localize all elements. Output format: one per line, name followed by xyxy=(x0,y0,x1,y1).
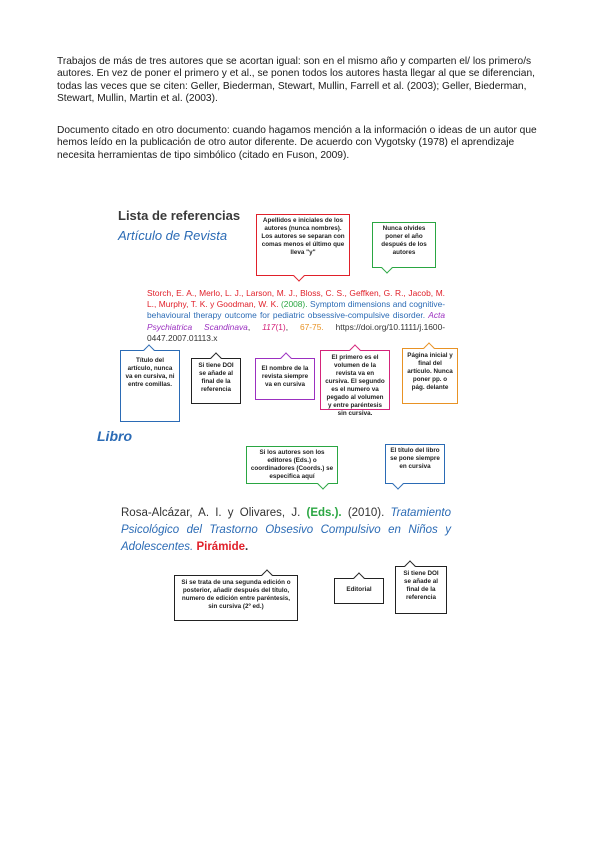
reference-list-title: Lista de referencias xyxy=(118,208,241,223)
book-subtitle: Libro xyxy=(97,428,132,444)
callout-book-doi-text: Si tiene DOI se añade al final de la referencia xyxy=(403,570,439,601)
callout-year-text: Nunca olvides poner el año después de los autores xyxy=(381,225,427,256)
callout-volume xyxy=(320,350,390,417)
callout-eds xyxy=(246,446,338,484)
callout-year xyxy=(372,222,436,268)
book-period: . xyxy=(245,541,249,553)
book-publisher: Pirámide xyxy=(196,541,246,553)
callout-pages-text: Página inicial y final del artículo. Nunca poner pp. o pág. delante xyxy=(407,352,453,391)
callout-journal-text: El nombre de la revista siempre va en cursiva xyxy=(261,365,309,388)
article-pages: 67-75. xyxy=(299,321,324,332)
article-subtitle: Artículo de Revista xyxy=(118,228,228,243)
callout-journal xyxy=(255,358,315,400)
callout-volume-text: El primero es el volumen de la revista va en cursiva. El segundo es el numero va pegado al volumen y entre paréntesis sin cursiva. xyxy=(325,354,385,417)
article-title: Symptom dimensions and cognitive-behavioural therapy outcome for pediatric obsessive-compulsive disorder. xyxy=(147,299,446,321)
callout-book-doi xyxy=(395,566,447,614)
callout-authors xyxy=(256,214,350,276)
callout-publisher-text: Editorial xyxy=(346,586,372,593)
article-reference: Storch, E. A., Merlo, L. J., Larson, M. J., Bloss, C. S., Geffken, G. R., Jacob, M. L., Murphy, T. K. y Goodman, W. K. (2008). Symptom dimensions and cognitive-behavioural therapy outcome for pediatric obsessive-compulsive disorder. Acta Psychiatrica Scandinava, 117(1), 67-75. https://doi.org/10.1111/j.1600-0447.2007.01113.x xyxy=(147,288,446,343)
book-eds: (Eds.). xyxy=(306,507,342,519)
callout-edition-text: Si se trata de una segunda edición o posterior, añadir después del título, numero de edición entre paréntesis, sin cursiva (2º ed.) xyxy=(181,579,291,610)
callout-book-title-text: El título del libro se pone siempre en cursiva xyxy=(390,447,440,470)
callout-publisher xyxy=(334,578,384,604)
paragraph-et-al-rule: Trabajos de más de tres autores que se acortan igual: son en el mismo año y comparten el/ los primero/s autores. En vez de poner el primero y et al., se ponen todos los autores hasta llegar al que se diferencian, todas las veces que se citen: Geller, Biederman, Stewart, Mullin, Farrell et al. (2003); Geller, Biederman, Stewart, Mullin, Martin et al. (2003). xyxy=(57,56,535,105)
article-journal: Acta Psychiatrica Scandinava xyxy=(147,310,445,332)
callout-article-doi-text: Si tiene DOI se añade al final de la referencia xyxy=(198,362,234,393)
callout-book-title xyxy=(385,444,445,484)
article-doi: https://doi.org/10.1111/j.1600-0447.2007.01113.x xyxy=(147,321,446,343)
article-year: (2008). xyxy=(281,299,308,310)
callout-article-doi xyxy=(191,358,241,404)
article-issue: (1) xyxy=(275,321,286,332)
book-authors: Rosa-Alcázar, A. I. y Olivares, J. xyxy=(121,507,301,519)
article-authors: Storch, E. A., Merlo, L. J., Larson, M. J., Bloss, C. S., Geffken, G. R., Jacob, M. L., Murphy, T. K. y Goodman, W. K. xyxy=(147,288,445,310)
article-volume: 117 xyxy=(262,321,276,332)
callout-edition xyxy=(174,575,298,621)
callout-pages xyxy=(402,348,458,404)
callout-eds-text: Si los autores son los editores (Eds.) o coordinadores (Coords.) se especifica aquí xyxy=(250,449,334,480)
paragraph-cited-in-other: Documento citado en otro documento: cuando hagamos mención a la información o ideas de un autor que hemos leído en la publicación de otro autor diferente. De acuerdo con Vygotsky (1978) el aprendizaje necesita herramientas de tipo simbólico (citado en Fuson, 2009). xyxy=(57,125,537,161)
callout-article-title-text: Título del artículo, nunca va en cursiva, ni entre comillas. xyxy=(125,357,175,388)
callout-authors-text: Apellidos e iniciales de los autores (nunca nombres). Los autores se separan con comas menos el último que lleva "y" xyxy=(261,217,345,256)
book-title: Tratamiento Psicológico del Trastorno Obsesivo Compulsivo en Niños y Adolescentes. xyxy=(121,507,451,553)
callout-article-title xyxy=(120,350,180,422)
book-year: (2010). xyxy=(347,507,385,519)
book-reference xyxy=(121,505,451,556)
